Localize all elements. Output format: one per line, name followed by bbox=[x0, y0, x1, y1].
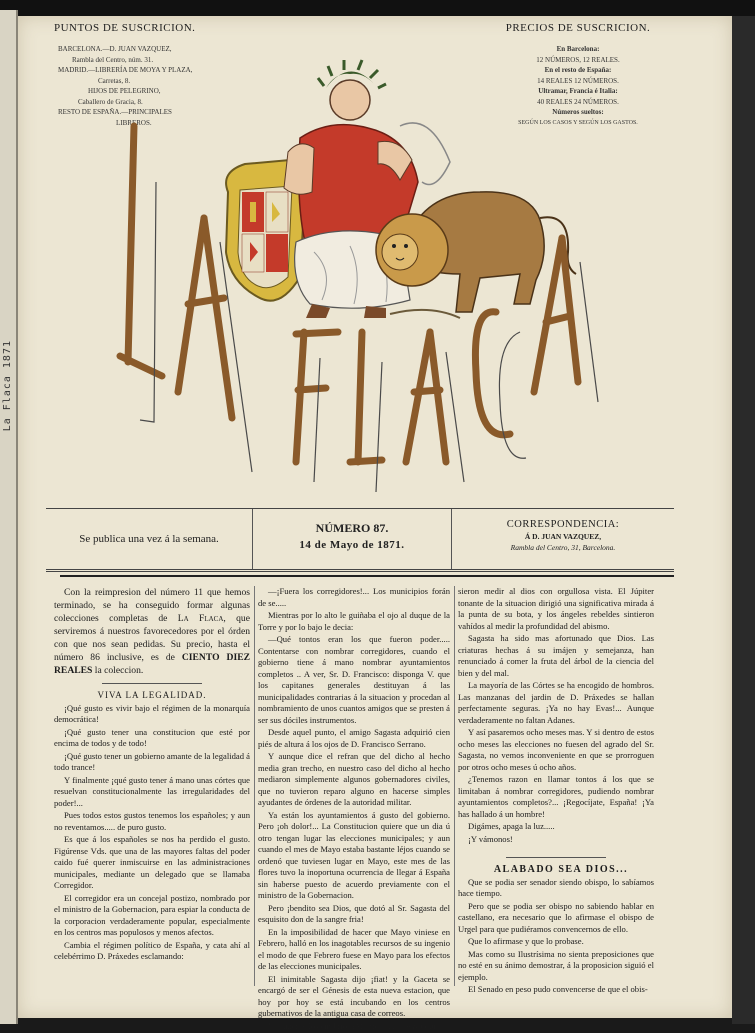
issue-date: 14 de Mayo de 1871. bbox=[299, 539, 405, 551]
paragraph: Digámes, apaga la luz..... bbox=[468, 821, 555, 831]
masthead-illustration bbox=[100, 42, 620, 512]
paragraph: sieron medir al dios con orgullosa vista. El Júpiter tonante de la situacion dirigió una significativa mirada á la punta de su bota, y los ángeles rebeldes sintieron vahídos al medir la profundidad del abismo. bbox=[458, 586, 654, 631]
spine-text: La Flaca 1871 bbox=[2, 340, 13, 432]
paragraph: Que se podia ser senador siendo obispo, lo sabíamos hace tiempo. bbox=[458, 876, 654, 898]
paragraph: Desde aquel punto, el amigo Sagasta adquirió cien piés de altura á los ojos de D. Francisco Serrano. bbox=[258, 727, 450, 749]
header-rule bbox=[60, 575, 674, 577]
paragraph: Pero ¡bendito sea Dios, que dotó al Sr. Sagasta del esquisito don de la sangre fria! bbox=[258, 902, 450, 924]
list-item: 14 REALES 12 NÚMEROS. bbox=[537, 76, 619, 85]
paragraph: ¡Qué gusto tener una constitucion que esté por encima de todos y de todo! bbox=[54, 726, 250, 748]
publication-frequency: Se publica una vez á la semana. bbox=[46, 509, 253, 569]
letter-l-2 bbox=[350, 332, 382, 462]
paragraph: —¡Fuera los corregidores!... Los municipios forán de se..... bbox=[258, 586, 450, 608]
subscription-points-title: PUNTOS DE SUSCRICION. bbox=[54, 22, 196, 34]
subscription-prices-title: PRECIOS DE SUSCRICION. bbox=[505, 22, 651, 34]
column-divider bbox=[254, 586, 255, 986]
notice-title: La Flaca bbox=[177, 613, 224, 624]
paragraph: Ya están los ayuntamientos á gusto del gobierno. Pero ¡oh dolor!... La Constitucion quiere que un dia ú otro tengan lugar las elecciones municipales; y aun cuando el mes de Mayo estaba bastante léjos cuando se ordenó que tuviesen lugar en Mayo, este mes de las flores tuvo la inoportuna ocurrencia de llegar á España sin haberse puesto de acuerdo previamente con el ministro de la Gobernacion. bbox=[258, 809, 450, 900]
paragraph: Y así pasaremos ocho meses mas. Y si dentro de estos ocho meses las elecciones no fuesen del agrado del Sr. Sagasta, no vemos inconveniente en que se prorroguen por otros ocho meses ú ocho años. bbox=[458, 727, 654, 772]
article-column-3 bbox=[458, 586, 654, 997]
paragraph: Mas como su Ilustrísima no sienta preposiciones que no esté en su ánimo demostrar, á la proposicion siguió el ejemplo. bbox=[458, 948, 654, 982]
list-item: Rambla del Centro, núm. 31. bbox=[72, 55, 154, 64]
issue-number: NÚMERO 87. bbox=[315, 521, 389, 535]
section-divider bbox=[506, 857, 606, 858]
list-item: HIJOS DE PELEGRINO, bbox=[88, 87, 161, 95]
paragraph: El inimitable Sagasta dijo ¡fiat! y la Gaceta se encargó de ser el Génesis de esta nueva estacion, que hoy por hoy se está incubando en los centros gubernativos de la antigua casa de correos. bbox=[258, 973, 450, 1018]
list-item: BARCELONA.—D. JUAN VAZQUEZ, bbox=[58, 45, 172, 53]
paragraph: El corregidor era un concejal postizo, nombrado por el ministro de la Gobernacion, para espiar la conducta de la corporacion verdaderamente popular, especialmente en los centros mas populosos y menos afectos. bbox=[54, 892, 250, 937]
notice-text: Con la reimpresion del número 11 que hemos terminado, se ha conseguido formar algunas colecciones completas de bbox=[54, 587, 250, 624]
paragraph: La mayoría de las Córtes se ha encogido de hombros. Las manzanas del jardin de D. Práxedes se hallan perfectamente seguras. ¡Ya no hay Evas!... Aunque verdaderamente no faltan Adanes. bbox=[458, 680, 654, 725]
paragraph: El Senado en peso pudo convencerse de que el obis- bbox=[468, 984, 648, 994]
issue-info-bar bbox=[46, 508, 674, 572]
column-divider bbox=[454, 586, 455, 986]
list-item: Carretas, 8. bbox=[98, 76, 131, 85]
paragraph: Pues todos estos gustos tenemos los españoles; y aun no reventamos..... de puro gusto. bbox=[54, 810, 250, 832]
letter-a-1 bbox=[178, 218, 232, 418]
correspondence-name: Á D. JUAN VAZQUEZ, bbox=[524, 532, 602, 541]
paragraph: Vanamente los cimbrios (Martos á la cabeza) qui- bbox=[268, 1020, 439, 1031]
section-heading: VIVA LA LEGALIDAD. bbox=[97, 690, 207, 700]
collections-notice bbox=[54, 586, 250, 677]
paragraph: Cambia el régimen político de España, y cata ahí al celebérrimo D. Práxedes esclamando: bbox=[54, 939, 250, 961]
paragraph: ¡Qué gusto es vivir bajo el régimen de la monarquía democrática! bbox=[54, 702, 250, 724]
list-item: RESTO DE ESPAÑA.—PRINCIPALES bbox=[58, 108, 172, 116]
paragraph: ¡Qué gusto tener un gobierno amante de la legalidad á todo trance! bbox=[54, 750, 250, 772]
adjacent-page-spine bbox=[0, 10, 18, 1024]
list-item: LIBREROS. bbox=[116, 118, 152, 127]
paragraph: En la imposibilidad de hacer que Mayo viniese en Febrero, halló en los inagotables recursos de su ingenio el modo de que Febrero fuese en Mayo para los efectos de las elecciones municipales. bbox=[258, 926, 450, 971]
paragraph: Que lo afirmase y que lo probase. bbox=[468, 936, 584, 946]
list-item: MADRID.—LIBRERÍA DE MOYA Y PLAZA, bbox=[58, 66, 193, 74]
paragraph: ¡Y vámonos! bbox=[468, 833, 513, 844]
paragraph: Sagasta ha sido mas afortunado que Dios. Las criaturas hechas á su imájen y semejanza, han renunciado á comer la fruta del árbol de la ciencia del bien y del mal. bbox=[458, 633, 654, 678]
notice-text: , que serviremos á nuestros favorecedores por el órden con que nos sean pedidas. Su precio, hasta el número 86 inclusive, es de bbox=[54, 613, 250, 663]
list-item: Números sueltos: bbox=[552, 108, 604, 116]
notice-price: CIENTO DIEZ REALES bbox=[54, 652, 250, 676]
list-item: En el resto de España: bbox=[544, 66, 612, 74]
list-item: En Barcelona: bbox=[556, 45, 600, 53]
correspondence bbox=[452, 509, 674, 569]
letter-c bbox=[475, 312, 510, 435]
list-item: Caballero de Gracia, 8. bbox=[78, 97, 143, 106]
top-dark-border bbox=[0, 0, 755, 16]
paragraph: Pero que se podia ser obispo no sabiendo hablar en castellano, era necesario que lo afirmase el obispo de Urgel para que pudiéramos convencernos de ello. bbox=[458, 900, 654, 934]
paragraph: —Qué tontos eran los que fueron poder..... Contentarse con nombrar corregidores, cuando el gobierno tiene á mano nombrar ayuntamientos completos .. A ver, Sr. D. Francisco: disponga V. que los capitanes generales destituyan á las municipalidades contrarias á la situacion y procedan al nombramiento de unos cuantos amigos que se presten á ser sus dóciles instrumentos. bbox=[258, 634, 450, 725]
paragraph: Mientras por lo alto le guiñaba el ojo al duque de la Torre y por lo bajo le decia: bbox=[258, 610, 450, 632]
list-item: Ultramar, Francia é Italia: bbox=[538, 87, 618, 95]
letter-f bbox=[296, 332, 338, 462]
section-divider bbox=[102, 683, 202, 684]
paragraph: ¿Tenemos razon en llamar tontos á los que se limitaban á nombrar corregidores, pudiendo nombrar ayuntamientos completos?... ¡Regocíjate, España! ¡Ya has hallado á un hombre! bbox=[458, 774, 654, 819]
list-item: SEGÚN LOS CASOS Y SEGÚN LOS GASTOS. bbox=[518, 119, 638, 126]
issue-number-date bbox=[253, 509, 452, 569]
article-column-1 bbox=[54, 586, 250, 964]
correspondence-address: Rambla del Centro, 31, Barcelona. bbox=[510, 543, 616, 552]
section-heading: ALABADO SEA DIOS... bbox=[493, 864, 629, 875]
list-item: 40 REALES 24 NÚMEROS. bbox=[537, 97, 619, 106]
paragraph: Es que á los españoles se nos ha perdido el gusto. Figúrense Vds. que una de las mayores faltas del poder caido fué querer inmiscuirse en las administraciones municipales, mediante un delegado que se llamaba Corregidor. bbox=[54, 834, 250, 890]
paragraph: Y finalmente ¡qué gusto tener á mano unas córtes que resuelvan constitucionalmente las irregularidades del poder!... bbox=[54, 774, 250, 808]
letter-a-2 bbox=[406, 332, 446, 462]
correspondence-title: CORRESPONDENCIA: bbox=[506, 519, 620, 530]
right-dark-border bbox=[732, 16, 755, 1024]
list-item: 12 NÚMEROS, 12 REALES. bbox=[536, 55, 620, 64]
paragraph: Y aunque dice el refran que del dicho al hecho media gran trecho, en nuestro caso del dicho al hecho mediaron simplemente algunos gobernadores civiles, que no tuvieron reparo alguno en hacerse simples ayudantes de órdenes de la autoridad militar. bbox=[258, 751, 450, 807]
notice-text: la coleccion. bbox=[94, 665, 144, 676]
article-column-2 bbox=[258, 586, 450, 1033]
